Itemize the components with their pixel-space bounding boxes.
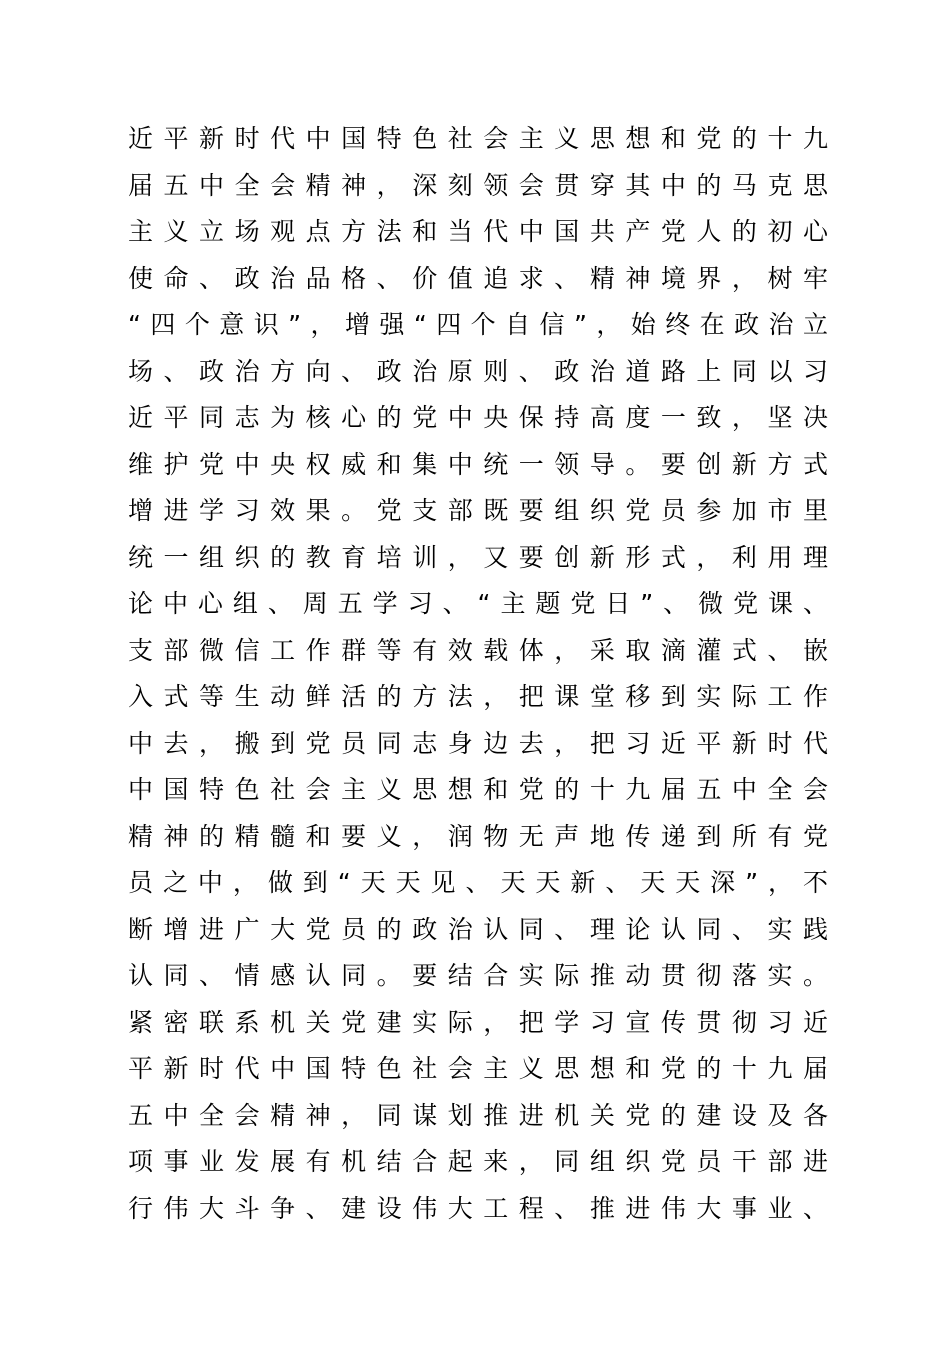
text-line: 维护党中央权威和集中统一领导。要创新方式: [128, 449, 828, 479]
text-line: 中国特色社会主义思想和党的十九届五中全会: [128, 775, 828, 804]
text-line: 员之中，做到“天天见、天天新、天天深”，不: [128, 868, 828, 897]
text-line: 认同、情感认同。要结合实际推动贯彻落实。: [128, 961, 828, 990]
text-line: 使命、政治品格、价值追求、精神境界，树牢: [128, 263, 828, 293]
body-text: [128, 116, 828, 1232]
text-line: 项事业发展有机结合起来，同组织党员干部进: [128, 1147, 828, 1176]
text-line: 平新时代中国特色社会主义思想和党的十九届: [128, 1054, 828, 1083]
text-line: 近平同志为核心的党中央保持高度一致，坚决: [128, 403, 828, 432]
text-line: 入式等生动鲜活的方法，把课堂移到实际工作: [128, 682, 828, 711]
text-line: 统一组织的教育培训，又要创新形式，利用理: [128, 542, 828, 572]
text-line: 论中心组、周五学习、“主题党日”、微党课、: [128, 589, 828, 618]
text-line: 中去，搬到党员同志身边去，把习近平新时代: [128, 728, 828, 758]
text-line: 支部微信工作群等有效载体，采取滴灌式、嵌: [128, 635, 828, 665]
text-line: “四个意识”，增强“四个自信”，始终在政治立: [128, 310, 828, 339]
text-line: 场、政治方向、政治原则、政治道路上同以习: [128, 356, 828, 386]
text-line: 行伟大斗争、建设伟大工程、推进伟大事业、: [128, 1193, 828, 1223]
text-line: 断增进广大党员的政治认同、理论认同、实践: [128, 914, 828, 944]
text-line: 增进学习效果。党支部既要组织党员参加市里: [128, 496, 828, 525]
text-line: 五中全会精神，同谋划推进机关党的建设及各: [128, 1100, 828, 1130]
text-line: 届五中全会精神，深刻领会贯穿其中的马克思: [128, 170, 828, 200]
text-line: 主义立场观点方法和当代中国共产党人的初心: [128, 217, 828, 246]
text-line: 紧密联系机关党建实际，把学习宣传贯彻习近: [128, 1007, 828, 1037]
text-line: 精神的精髓和要义，润物无声地传递到所有党: [128, 821, 828, 851]
text-line: 近平新时代中国特色社会主义思想和党的十九: [128, 124, 828, 153]
